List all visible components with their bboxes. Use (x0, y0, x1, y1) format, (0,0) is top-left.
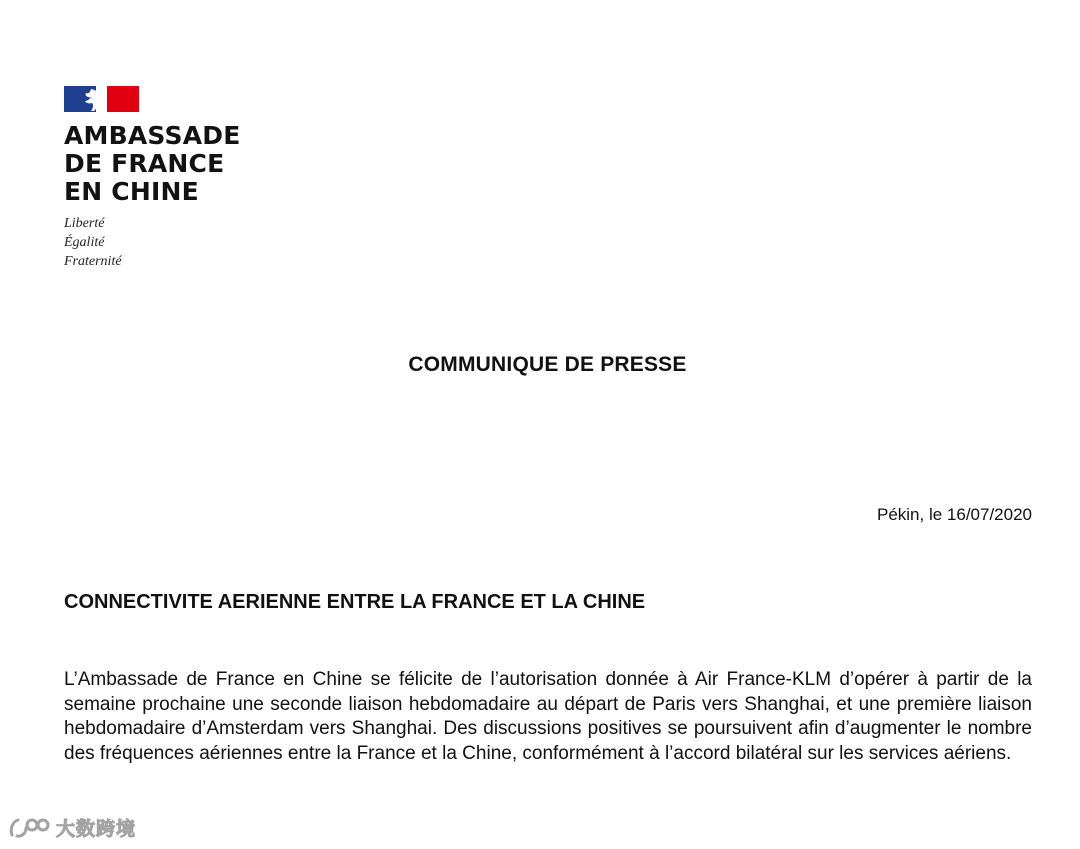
embassy-name (64, 122, 284, 206)
embassy-name-line-3: EN CHINE (64, 177, 199, 206)
embassy-logo (64, 86, 284, 271)
national-motto (64, 214, 284, 271)
dateline: Pékin, le 16/07/2020 (876, 505, 1032, 524)
motto-egalite: Égalité (64, 235, 105, 250)
watermark-text: 大数跨境 (56, 818, 137, 840)
press-release-body: L’Ambassade de France en Chine se félicite de l’autorisation donnée à Air France-KLM d’opérer à partir de la semaine prochaine une seconde liaison hebdomadaire au départ de Paris vers Shanghai, et une première liaison hebdomadaire d’Amsterdam vers Shanghai. Des discussions positives se poursuivent afin d’augmenter le nombre des fréquences aériennes entre la France et la Chine, conformément à l’accord bilatéral sur les services aériens. (64, 669, 1032, 764)
motto-liberte: Liberté (64, 216, 105, 231)
press-release-headline: CONNECTIVITE AERIENNE ENTRE LA FRANCE ET LA CHINE (64, 591, 646, 613)
motto-fraternite: Fraternité (64, 254, 122, 269)
document-type-title: COMMUNIQUE DE PRESSE (408, 353, 687, 376)
brand-logo-icon (8, 815, 52, 841)
marianne-flag-icon (64, 86, 139, 112)
watermark (8, 814, 136, 841)
embassy-name-line-2: DE FRANCE (64, 149, 225, 178)
embassy-name-line-1: AMBASSADE (64, 121, 241, 150)
